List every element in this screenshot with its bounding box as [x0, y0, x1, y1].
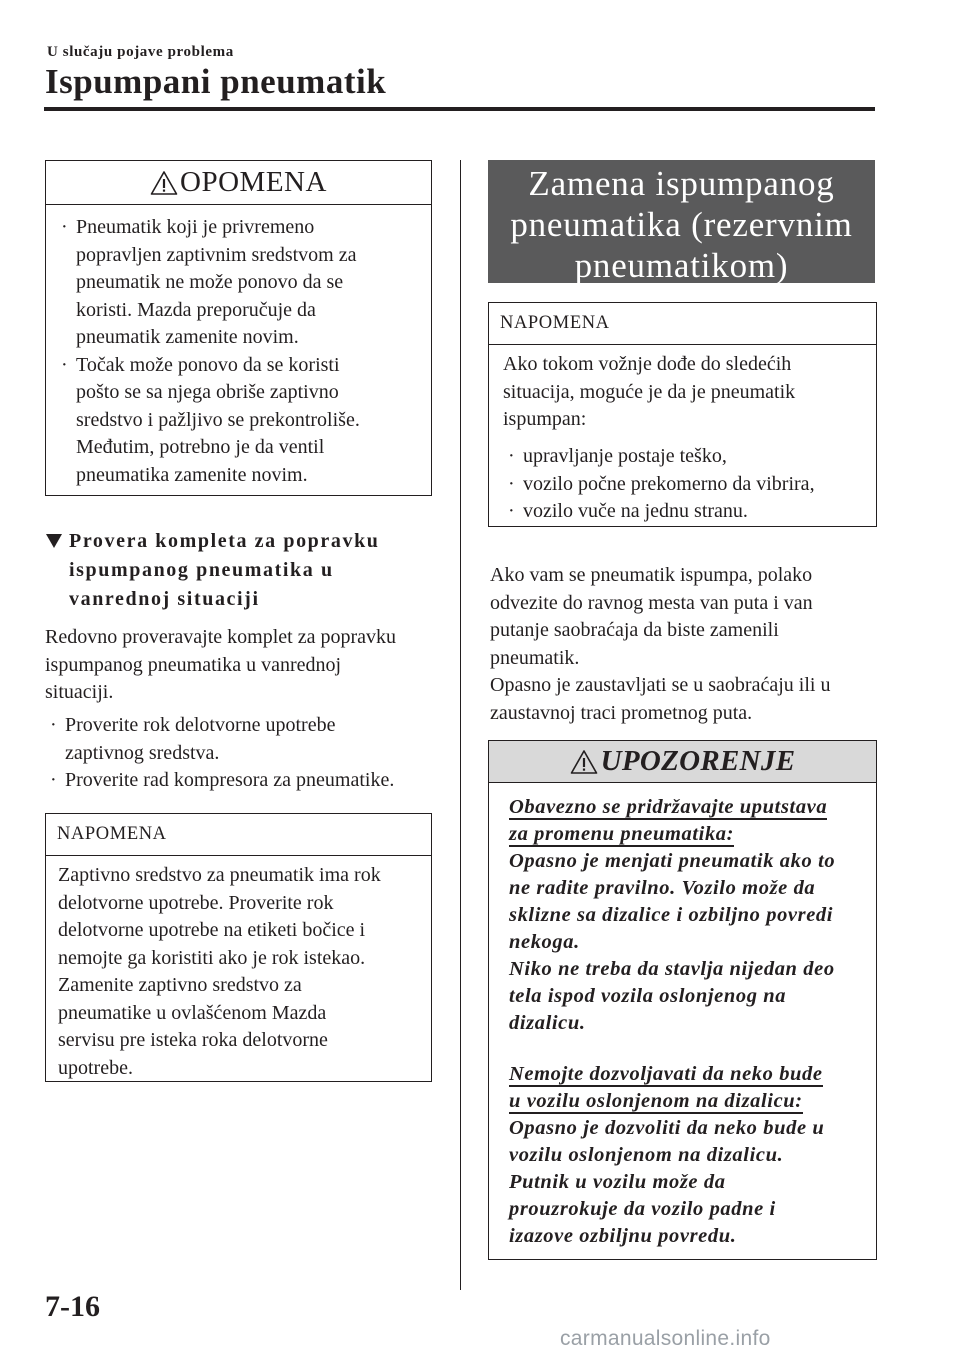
warning-triangle-icon	[150, 170, 178, 196]
page-number: 7-16	[45, 1290, 100, 1323]
warning-text-line: Niko ne treba da stavlja nijedan deo	[509, 958, 835, 980]
warning-text-line: Opasno je dozvoliti da neko bude u	[509, 1117, 825, 1139]
subsection-heading	[45, 527, 440, 614]
heading-line: ispumpanog pneumatika u	[69, 559, 334, 581]
list-item	[503, 443, 868, 471]
text-line: zaustavnoj traci prometnog puta.	[490, 701, 753, 724]
section-banner-lines	[488, 160, 875, 286]
warning-block-2	[509, 1061, 859, 1250]
list-item-line: Međutim, potrebno je da ventil	[76, 436, 325, 458]
list-item-line: pneumatik ne može ponovo da se	[76, 271, 344, 293]
title-rule	[44, 107, 875, 111]
list-item	[503, 498, 868, 526]
heading-line: Provera kompleta za popravku	[69, 530, 380, 552]
caution-title: OPOMENA	[180, 166, 327, 198]
caution-list	[56, 214, 426, 489]
bullet-dot-icon: ·	[50, 769, 57, 791]
text-line: Ako tokom vožnje dođe do sledećih	[503, 353, 792, 375]
list-item-line: vozilo vuče na jednu stranu.	[523, 500, 748, 522]
text-line: Redovno proveravajte komplet za popravku	[45, 626, 396, 648]
warning-block-1	[509, 794, 859, 1037]
note-box-2	[488, 302, 877, 527]
bullet-dot-icon: ·	[50, 714, 57, 736]
list-item-line: pošto se sa njega obriše zaptivno	[76, 381, 339, 403]
list-item-line: upravljanje postaje teško,	[523, 445, 727, 467]
banner-line: pneumatika (rezervnim	[510, 205, 853, 244]
text-line: pneumatik.	[490, 646, 580, 669]
caution-header	[46, 161, 431, 205]
warning-subheading-line	[509, 1088, 859, 1115]
list-item-line: Točak može ponovo da se koristi	[76, 353, 340, 376]
note-box	[45, 813, 432, 1082]
list-item	[45, 712, 455, 767]
text-line: odvezite do ravnog mesta van puta i van	[490, 591, 813, 614]
list-item-line: koristi. Mazda preporučuje da	[76, 298, 316, 321]
bullet-dot-icon: ·	[61, 353, 68, 376]
note-text-2	[503, 351, 868, 434]
heading-line: vanrednoj situaciji	[69, 588, 260, 610]
text-line: Zaptivno sredstvo za pneumatik ima rok	[58, 864, 381, 886]
text-line: pneumatike u ovlašćenom Mazda	[58, 1001, 327, 1024]
text-line: servisu pre isteka roka delotvorne	[58, 1029, 328, 1051]
list-item-line: Proverite rad kompresora za pneumatike.	[65, 769, 395, 791]
warning-text-line: sklizne sa dizalice i ozbiljno povredi	[509, 904, 834, 926]
warning-subheading-text: u vozilu oslonjenom na dizalicu:	[509, 1090, 803, 1112]
watermark: carmanualsonline.info	[560, 1327, 771, 1350]
subsection-intro	[45, 624, 445, 707]
warning-title: UPOZORENJE	[600, 745, 796, 777]
list-item-line: popravljen zaptivnim sredstvom za	[76, 243, 357, 266]
text-line: putanje saobraćaja da biste zamenili	[490, 619, 779, 641]
banner-line: Zamena ispumpanog	[528, 164, 835, 203]
note-title: NAPOMENA	[46, 814, 431, 856]
bullet-dot-icon: ·	[508, 472, 515, 495]
text-line: ispumpanog pneumatika u vanrednoj	[45, 653, 342, 676]
warning-text-line: nekoga.	[509, 931, 580, 953]
list-item-line: zaptivnog sredstva.	[65, 741, 220, 764]
subsection-heading-lines	[45, 527, 440, 614]
warning-box	[488, 740, 877, 1260]
list-item-line: vozilo počne prekomerno da vibrira,	[523, 472, 815, 495]
caution-box	[45, 160, 432, 496]
bullet-dot-icon: ·	[508, 500, 515, 522]
text-line: ispumpan:	[503, 408, 587, 430]
text-line: delotvorne upotrebe. Proverite rok	[58, 891, 334, 914]
replace-body-text	[490, 562, 880, 727]
section-label: U slučaju pojave problema	[47, 44, 234, 60]
text-line: Opasno je zaustavljati se u saobraćaju ili u	[490, 674, 831, 696]
warning-subheading-line	[509, 1061, 859, 1088]
text-line: upotrebe.	[58, 1056, 133, 1079]
warning-text-line: prouzrokuje da vozilo padne i	[509, 1198, 776, 1220]
list-item	[56, 214, 426, 352]
list-item	[56, 352, 426, 490]
warning-subheading-line	[509, 794, 859, 821]
warning-subheading-text: Nemojte dozvoljavati da neko bude	[509, 1063, 823, 1085]
warning-triangle-icon	[570, 749, 598, 775]
text-line: situaciji.	[45, 681, 114, 703]
list-item	[503, 471, 868, 499]
banner-line: pneumatikom)	[574, 246, 789, 285]
list-item-line: Pneumatik koji je privremeno	[76, 216, 315, 238]
list-item-line: pneumatika zamenite novim.	[76, 463, 308, 486]
triangle-down-icon	[45, 527, 63, 551]
warning-text-line: dizalicu.	[509, 1012, 586, 1034]
list-item	[45, 767, 455, 795]
text-line: nemojte ga koristiti ako je rok istekao.	[58, 946, 366, 969]
text-line: Ako vam se pneumatik ispumpa, polako	[490, 564, 813, 586]
warning-subheading-text: za promenu pneumatika:	[509, 823, 735, 845]
page-title: Ispumpani pneumatik	[45, 62, 387, 101]
bullet-dot-icon: ·	[508, 445, 515, 467]
warning-subheading-text: Obavezno se pridržavajte uputstava	[509, 796, 828, 818]
warning-text-line: tela ispod vozila oslonjenog na	[509, 985, 787, 1007]
list-item-line: sredstvo i pažljivo se prekontroliše.	[76, 408, 360, 431]
section-banner	[488, 160, 875, 283]
note-list-2	[503, 443, 868, 526]
warning-text-line: Putnik u vozilu može da	[509, 1171, 726, 1193]
list-item-line: pneumatik zamenite novim.	[76, 326, 299, 348]
warning-text-line: izazove ozbiljnu povredu.	[509, 1225, 737, 1247]
check-list	[45, 712, 455, 795]
text-line: situacija, moguće je da je pneumatik	[503, 380, 796, 403]
note-title-2: NAPOMENA	[489, 303, 876, 345]
text-line: Zamenite zaptivno sredstvo za	[58, 974, 302, 996]
note-text	[58, 862, 428, 1082]
column-divider	[460, 160, 461, 1290]
list-item-line: Proverite rok delotvorne upotrebe	[65, 714, 336, 736]
warning-subheading-line	[509, 821, 859, 848]
bullet-dot-icon: ·	[61, 216, 68, 238]
warning-text-line: ne radite pravilno. Vozilo može da	[509, 877, 816, 899]
warning-text-line: Opasno je menjati pneumatik ako to	[509, 850, 836, 872]
warning-text-line: vozilu oslonjenom na dizalicu.	[509, 1144, 784, 1166]
text-line: delotvorne upotrebe na etiketi bočice i	[58, 919, 366, 941]
warning-header	[489, 741, 876, 783]
